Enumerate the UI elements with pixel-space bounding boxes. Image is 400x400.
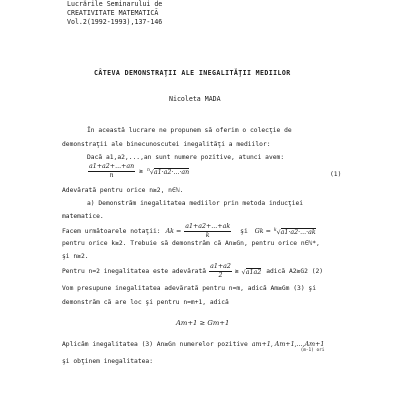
notation-G-index: k bbox=[273, 227, 277, 233]
author-name: Nicoleta MADA bbox=[169, 95, 221, 103]
n2-text-after: adică A2≥G2 (2) bbox=[266, 267, 324, 275]
induction-line-1: Vom presupune inegalitatea adevărată pentru n=m, adică Am≥Gm (3) şi bbox=[62, 285, 317, 292]
notation-A-denominator: k bbox=[205, 232, 210, 240]
journal-name-line1: Lucrările Seminarului de bbox=[67, 0, 163, 8]
equation-1-number: (1) bbox=[330, 171, 342, 178]
n2-denominator: 2 bbox=[218, 272, 223, 280]
n2-fraction bbox=[209, 264, 232, 280]
section-a-line-2: matematice. bbox=[62, 213, 104, 220]
n2-line bbox=[62, 264, 323, 280]
apply-terms: am+1, Am+1,...,Am+1 bbox=[251, 341, 325, 348]
notation-intro: Facem următoarele notaţii: bbox=[62, 227, 161, 235]
intro-line-2: demonstraţii ale binecunoscutei inegalităţi a mediilor: bbox=[62, 141, 271, 148]
notation-G-root: $^k$√a1·a2·...·ak bbox=[273, 227, 316, 236]
eq1-denominator: n bbox=[109, 172, 114, 180]
notation-A-fraction bbox=[184, 224, 231, 240]
apply-terms-group bbox=[252, 342, 325, 354]
eq1-validity: Adevărată pentru orice n≥2, n∈ℕ. bbox=[62, 187, 184, 194]
eq1-numerator: a1+a2+...+an bbox=[88, 164, 135, 172]
apply-text: Aplicăm inegalitatea (3) An≥Gn numerelor pozitive bbox=[62, 341, 248, 348]
equation-1 bbox=[88, 164, 189, 180]
section-a-line-1: a) Demonstrăm inegalitatea mediilor prin metoda inducţiei bbox=[87, 200, 304, 207]
hypothesis-line: Dacă a1,a2,...,an sunt numere pozitive, atunci avem: bbox=[87, 154, 285, 161]
paper-title: CÂTEVA DEMONSTRAŢII ALE INEGALITĂŢII MEDIILOR bbox=[94, 69, 291, 77]
notation-line bbox=[62, 224, 316, 240]
eq1-relation: ≥ bbox=[139, 167, 143, 175]
apply-terms-note: (m-1) ori bbox=[300, 348, 325, 354]
n2-relation: ≥ bbox=[234, 267, 239, 275]
n2-radicand: a1a2 bbox=[245, 268, 262, 276]
n2-numerator: a1+a2 bbox=[209, 264, 232, 272]
induction-goal: Am+1 ≥ Gm+1 bbox=[176, 319, 230, 327]
eq1-radicand: a1·a2·...·an bbox=[153, 168, 190, 176]
eq1-root-index: n bbox=[146, 167, 150, 173]
notation-and: şi bbox=[240, 227, 248, 235]
n2-text-before: Pentru n=2 inegalitatea este adevărată bbox=[62, 267, 207, 275]
journal-volume: Vol.2(1992-1993),137-146 bbox=[67, 18, 163, 26]
eq1-root: $^n$√a1·a2·...·an bbox=[146, 167, 190, 176]
intro-line-1: În această lucrare ne propunem să oferim o colecţie de bbox=[87, 127, 292, 134]
journal-name-line2: CREATIVITATE MATEMATICĂ bbox=[67, 9, 159, 17]
notation-A-lhs: Ak = bbox=[165, 227, 182, 235]
notation-A-numerator: a1+a2+...+ak bbox=[184, 224, 231, 232]
n2-root: √a1a2 bbox=[241, 268, 262, 276]
line-k: pentru orice k≥2. Trebuie să demonstrăm că An≥Gn, pentru orice n∈ℕ*, bbox=[62, 240, 320, 247]
apply-line bbox=[62, 342, 324, 354]
line-n2: şi n≥2. bbox=[62, 253, 89, 260]
obtain-line: şi obţinem inegalitatea: bbox=[62, 358, 153, 365]
notation-G-lhs: Gk = bbox=[254, 227, 271, 235]
eq1-fraction bbox=[88, 164, 135, 180]
induction-line-2: demonstrăm că are loc şi pentru n=m+1, adică bbox=[62, 299, 229, 306]
journal-header bbox=[67, 0, 162, 27]
notation-G-radicand: a1·a2·...·ak bbox=[280, 228, 316, 236]
